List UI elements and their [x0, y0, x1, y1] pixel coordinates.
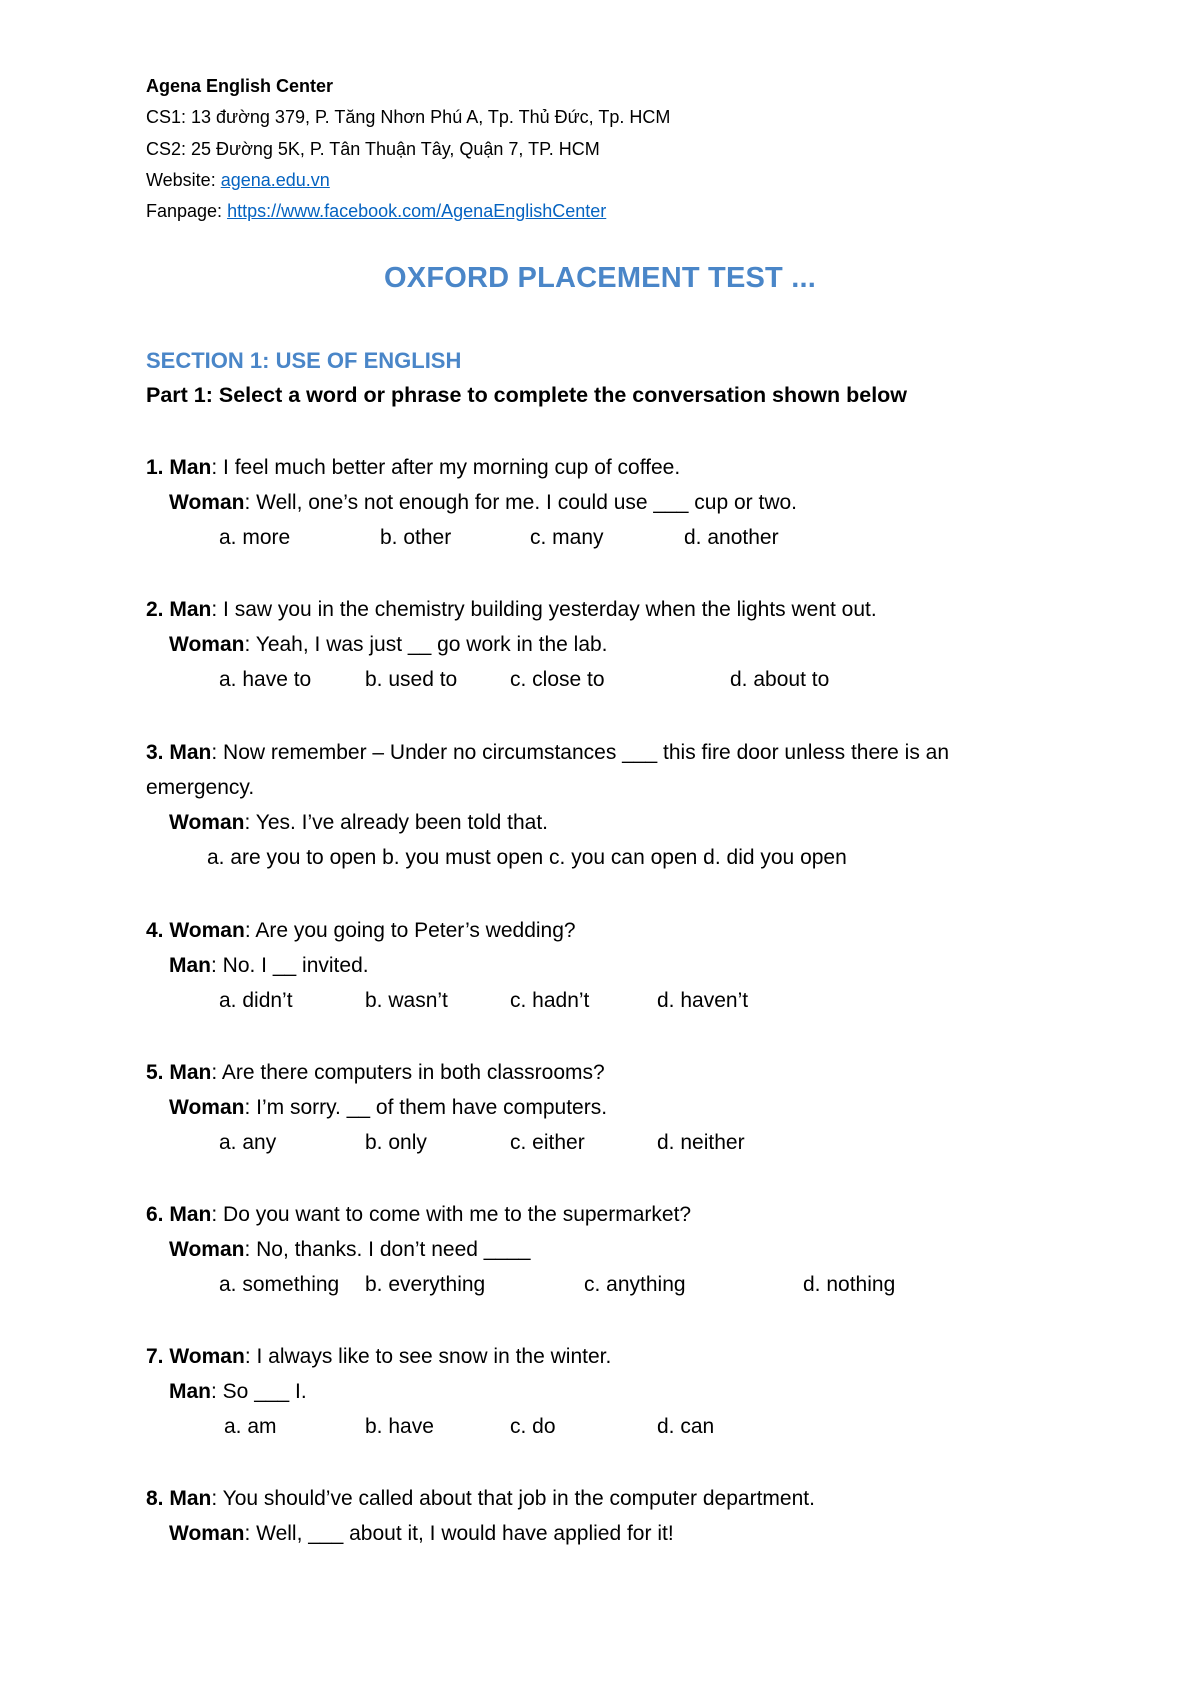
speaker-label: Man: [169, 1380, 211, 1403]
speaker-label: Woman: [169, 919, 245, 942]
address-cs1: CS1: 13 đường 379, P. Tăng Nhơn Phú A, Tp. Thủ Đức, Tp. HCM: [146, 107, 671, 127]
question-number: 6.: [146, 1203, 164, 1226]
option-c[interactable]: c. close to: [510, 668, 605, 691]
option-d[interactable]: d. nothing: [803, 1273, 896, 1296]
fanpage-link[interactable]: https://www.facebook.com/AgenaEnglishCenter: [227, 201, 607, 221]
speaker-label: Woman: [169, 811, 245, 834]
option-d[interactable]: d. haven’t: [657, 989, 749, 1012]
option-d[interactable]: d. another: [684, 526, 779, 549]
dialogue-text: : I always like to see snow in the winter.: [244, 1345, 612, 1368]
option-a[interactable]: a. am: [224, 1415, 277, 1438]
speaker-label: Man: [169, 1203, 212, 1226]
option-c[interactable]: c. hadn’t: [510, 989, 590, 1012]
dialogue-text: : Are there computers in both classrooms?: [211, 1061, 605, 1084]
speaker-label: Woman: [169, 1345, 245, 1368]
website-label: Website:: [146, 170, 221, 190]
question-number: 3.: [146, 741, 164, 764]
question-8-line-1: [146, 1485, 815, 1513]
question-4-line-2: [169, 952, 369, 980]
dialogue-text: : No. I __ invited.: [211, 954, 369, 977]
dialogue-text: : I saw you in the chemistry building yesterday when the lights went out.: [211, 598, 877, 621]
dialogue-text: : Now remember – Under no circumstances ___ this fire door unless there is an: [211, 741, 950, 764]
speaker-label: Man: [169, 456, 212, 479]
question-6-line-2: [169, 1236, 531, 1264]
question-7-line-1: [146, 1343, 611, 1371]
fanpage-label: Fanpage:: [146, 201, 228, 221]
speaker-label: Woman: [169, 1238, 245, 1261]
question-1-line-2: [169, 489, 797, 517]
option-d[interactable]: d. neither: [657, 1131, 745, 1154]
option-a[interactable]: a. have to: [219, 668, 312, 691]
question-2-line-2: [169, 631, 608, 659]
option-c[interactable]: c. anything: [584, 1273, 686, 1296]
question-7-line-2: [169, 1378, 307, 1406]
option-b[interactable]: b. only: [365, 1131, 427, 1154]
speaker-label: Woman: [169, 491, 245, 514]
option-a[interactable]: a. more: [219, 526, 291, 549]
dialogue-text: : No, thanks. I don’t need ____: [244, 1238, 531, 1261]
question-3-line-1: [146, 739, 949, 767]
option-b[interactable]: b. used to: [365, 668, 458, 691]
question-8-line-2: [169, 1520, 674, 1548]
option-a[interactable]: a. any: [219, 1131, 277, 1154]
part-heading: Part 1: Select a word or phrase to complete the conversation shown below: [146, 383, 908, 407]
question-number: 7.: [146, 1345, 164, 1368]
dialogue-text: : Yeah, I was just __ go work in the lab.: [244, 633, 608, 656]
dialogue-text: : You should’ve called about that job in the computer department.: [211, 1487, 815, 1510]
speaker-label: Man: [169, 598, 212, 621]
dialogue-text: : So ___ I.: [211, 1380, 307, 1403]
option-b[interactable]: b. everything: [365, 1273, 486, 1296]
speaker-label: Woman: [169, 1522, 245, 1545]
question-number: 5.: [146, 1061, 164, 1084]
question-number: 2.: [146, 598, 164, 621]
website-link[interactable]: agena.edu.vn: [220, 170, 330, 190]
dialogue-text: : Do you want to come with me to the supermarket?: [211, 1203, 692, 1226]
speaker-label: Man: [169, 741, 212, 764]
option-b[interactable]: b. wasn’t: [365, 989, 448, 1012]
question-3-line-1-continued: emergency.: [146, 776, 255, 799]
option-c[interactable]: c. do: [510, 1415, 556, 1438]
speaker-label: Woman: [169, 633, 245, 656]
address-cs2: CS2: 25 Đường 5K, P. Tân Thuận Tây, Quận 7, TP. HCM: [146, 139, 600, 159]
question-2-line-1: [146, 596, 877, 624]
options-inline[interactable]: a. are you to open b. you must open c. you can open d. did you open: [207, 846, 847, 869]
dialogue-text: : Well, ___ about it, I would have applied for it!: [244, 1522, 674, 1545]
dialogue-text: : Are you going to Peter’s wedding?: [244, 919, 576, 942]
center-name: Agena English Center: [146, 76, 334, 96]
question-number: 8.: [146, 1487, 164, 1510]
question-6-line-1: [146, 1201, 691, 1229]
question-3-line-2: [169, 809, 548, 837]
question-4-line-1: [146, 917, 576, 945]
question-1-line-1: [146, 454, 680, 482]
dialogue-text: : Well, one’s not enough for me. I could use ___ cup or two.: [244, 491, 798, 514]
website-line: [146, 168, 330, 192]
option-c[interactable]: c. either: [510, 1131, 585, 1154]
option-b[interactable]: b. have: [365, 1415, 434, 1438]
speaker-label: Man: [169, 1061, 212, 1084]
page-title: OXFORD PLACEMENT TEST ...: [384, 262, 816, 294]
question-5-line-2: [169, 1094, 607, 1122]
question-number: 4.: [146, 919, 164, 942]
option-c[interactable]: c. many: [530, 526, 604, 549]
dialogue-text: : Yes. I’ve already been told that.: [244, 811, 548, 834]
speaker-label: Man: [169, 954, 211, 977]
question-5-line-1: [146, 1059, 605, 1087]
option-a[interactable]: a. didn’t: [219, 989, 293, 1012]
option-d[interactable]: d. about to: [730, 668, 830, 691]
option-d[interactable]: d. can: [657, 1415, 715, 1438]
speaker-label: Man: [169, 1487, 212, 1510]
dialogue-text: : I feel much better after my morning cup of coffee.: [211, 456, 681, 479]
question-number: 1.: [146, 456, 164, 479]
fanpage-line: [146, 199, 606, 223]
option-b[interactable]: b. other: [380, 526, 452, 549]
dialogue-text: : I’m sorry. __ of them have computers.: [244, 1096, 608, 1119]
section-heading: SECTION 1: USE OF ENGLISH: [146, 348, 462, 373]
option-a[interactable]: a. something: [219, 1273, 340, 1296]
speaker-label: Woman: [169, 1096, 245, 1119]
